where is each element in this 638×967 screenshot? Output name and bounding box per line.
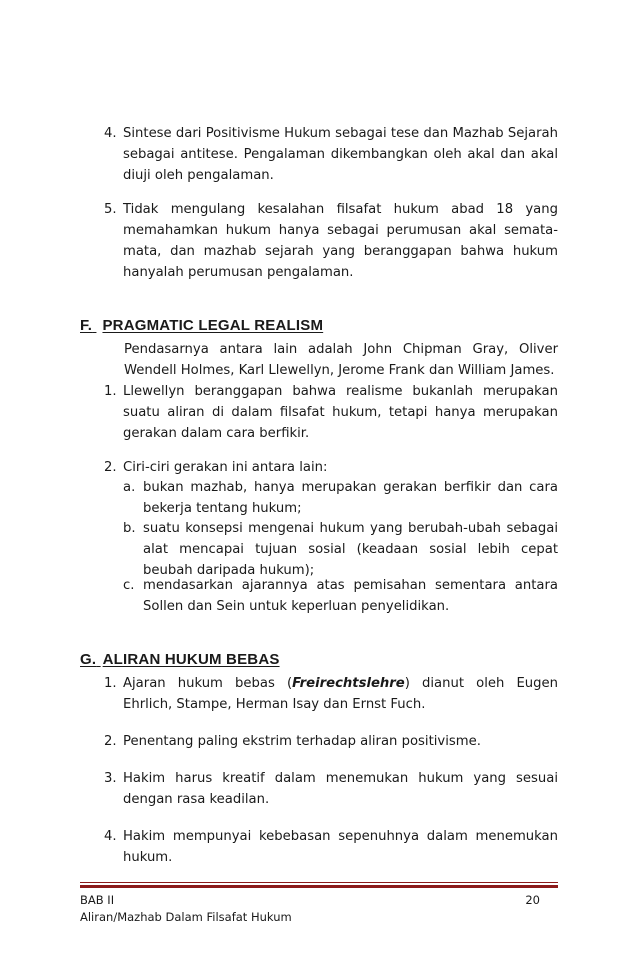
footer-chapter: BAB II <box>80 893 115 907</box>
sub-list-item-letter: b. <box>123 521 136 536</box>
list-item-number: 1. <box>104 384 117 399</box>
footer-rule-thin <box>80 882 558 883</box>
list-item-4 <box>104 826 558 868</box>
sub-list-item-text: mendasarkan ajarannya atas pemisahan sementara antara Sollen dan Sein untuk keperluan penyelidikan. <box>143 578 558 614</box>
list-item-number: 4. <box>104 829 117 844</box>
list-item-number: 2. <box>104 734 117 749</box>
footer-page-number: 20 <box>525 893 540 907</box>
footer-rule-thick <box>80 885 558 888</box>
list-item-4 <box>104 123 558 186</box>
list-item-3 <box>104 768 558 810</box>
list-item-1 <box>104 381 558 444</box>
list-item-text: Sintese dari Positivisme Hukum sebagai tese dan Mazhab Sejarah sebagai antitese. Pengalaman dikembangkan oleh akal dan akal diuji oleh pengalaman. <box>123 126 558 183</box>
section-letter: F. <box>80 317 93 334</box>
list-item-number: 2. <box>104 460 117 475</box>
section-title: PRAGMATIC LEGAL REALISM <box>102 317 324 334</box>
list-item-text: Tidak mengulang kesalahan filsafat hukum abad 18 yang memahamkan hukum hanya sebagai perumusan akal semata-mata, dan mazhab sejarah yang beranggapan bahwa hukum hanyalah perumusan pengalaman. <box>123 202 558 280</box>
list-item-text: Hakim mempunyai kebebasan sepenuhnya dalam menemukan hukum. <box>123 829 558 865</box>
section-title: ALIRAN HUKUM BEBAS <box>102 651 280 668</box>
section-intro-paragraph: Pendasarnya antara lain adalah John Chipman Gray, Oliver Wendell Holmes, Karl Llewellyn, Jerome Frank dan William James. <box>124 342 558 378</box>
list-item-text: Ciri-ciri gerakan ini antara lain: <box>123 460 328 475</box>
list-item-text: Llewellyn beranggapan bahwa realisme bukanlah merupakan suatu aliran di dalam filsafat hukum, tetapi hanya merupakan gerakan dalam cara berfikir. <box>123 384 558 441</box>
sub-list-item-letter: c. <box>123 578 135 593</box>
list-item-number: 5. <box>104 202 117 217</box>
footer-rule <box>80 882 558 888</box>
section-letter: G. <box>80 651 97 668</box>
section-heading-f <box>80 317 323 335</box>
list-item-number: 4. <box>104 126 117 141</box>
emphasized-term: Freirechtslehre <box>292 676 405 691</box>
sub-list-item-letter: a. <box>123 480 136 495</box>
sub-list-item-text: bukan mazhab, hanya merupakan gerakan berfikir dan cara bekerja tentang hukum; <box>143 480 558 516</box>
list-item-2 <box>104 731 558 752</box>
list-item-number: 3. <box>104 771 117 786</box>
sub-list-item-a <box>123 477 558 519</box>
footer-subtitle: Aliran/Mazhab Dalam Filsafat Hukum <box>80 910 292 924</box>
section-heading-g <box>80 651 280 669</box>
list-item-text: Ajaran hukum bebas (Freirechtslehre) dianut oleh Eugen Ehrlich, Stampe, Herman Isay dan Ernst Fuch. <box>123 676 558 712</box>
list-item-1 <box>104 673 558 715</box>
list-item-number: 1. <box>104 676 117 691</box>
list-item-text: Hakim harus kreatif dalam menemukan hukum yang sesuai dengan rasa keadilan. <box>123 771 558 807</box>
list-item-text: Penentang paling ekstrim terhadap aliran positivisme. <box>123 734 481 749</box>
sub-list-item-b <box>123 518 558 581</box>
list-item-5 <box>104 199 558 283</box>
sub-list-item-text: suatu konsepsi mengenai hukum yang berubah-ubah sebagai alat mencapai tujuan sosial (keadaan sosial lebih cepat beubah daripada hukum); <box>143 521 558 578</box>
sub-list-item-c <box>123 575 558 617</box>
list-item-2 <box>104 457 558 478</box>
